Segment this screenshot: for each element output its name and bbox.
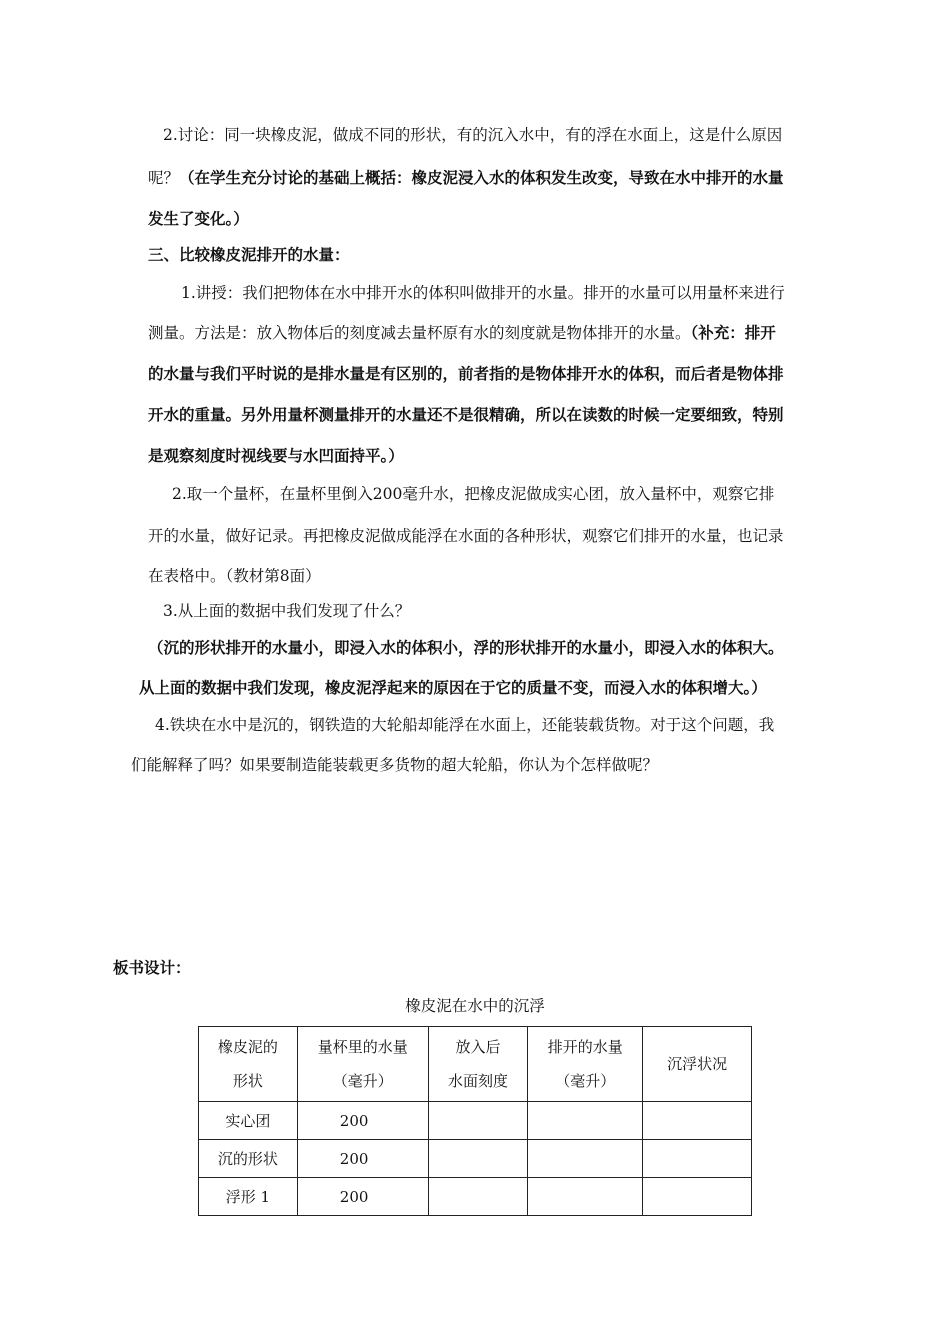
cell-after (428, 1140, 528, 1178)
header-volume-l1: 量杯里的水量 (317, 1038, 408, 1056)
table-header-row (199, 1027, 752, 1102)
section-3-item-2-line-2: 开的水量，做好记录。再把橡皮泥做成能浮在水面的各种形状，观察它们排开的水量，也记录 (148, 527, 784, 545)
cell-shape: 实心团 (199, 1102, 298, 1140)
paragraph-2-line-2-bold: （在学生充分讨论的基础上概括：橡皮泥浸入水的体积发生改变，导致在水中排开的水量 (179, 169, 784, 187)
cell-volume: 200 (297, 1102, 428, 1140)
section-3-item-1-line-2-plain: 测量。方法是：放入物体后的刻度减去量杯原有水的刻度就是物体排开的水量。 (148, 324, 691, 342)
table-row (199, 1178, 752, 1216)
section-3-heading: 三、比较橡皮泥排开的水量： (148, 246, 350, 264)
table-row (199, 1102, 752, 1140)
cell-status (643, 1178, 752, 1216)
cell-shape: 浮形 1 (199, 1178, 298, 1216)
section-3-item-4-line-1: 4.铁块在水中是沉的，钢铁造的大轮船却能浮在水面上，还能装载货物。对于这个问题，我 (155, 716, 775, 734)
section-3-item-4-line-2: 们能解释了吗？如果要制造能装载更多货物的超大轮船，你认为个怎样做呢？ (131, 756, 659, 774)
header-volume-l2: （毫升） (332, 1072, 393, 1090)
header-cell-displaced (528, 1027, 643, 1102)
section-3-item-3-line-2: （沉的形状排开的水量小，即浸入水的体积小，浮的形状排开的水量小，即浸入水的体积大。 (148, 639, 784, 657)
section-3-item-2-line-1: 2.取一个量杯，在量杯里倒入200毫升水，把橡皮泥做成实心团，放入量杯中，观察它排 (172, 485, 775, 503)
cell-displaced (528, 1102, 643, 1140)
paragraph-2-line-2-plain: 呢？ (148, 169, 180, 187)
header-shape-l1: 橡皮泥的 (217, 1038, 278, 1056)
header-cell-shape (199, 1027, 298, 1102)
cell-displaced (528, 1140, 643, 1178)
section-3-item-3-line-1: 3.从上面的数据中我们发现了什么？ (163, 602, 411, 620)
cell-after (428, 1178, 528, 1216)
header-shape-l2: 形状 (232, 1072, 263, 1090)
section-3-item-1-line-2-bold: （补充：排开 (690, 324, 776, 342)
section-3-item-3-line-3: 从上面的数据中我们发现，橡皮泥浮起来的原因在于它的质量不变，而浸入水的体积增大。） (139, 679, 767, 697)
section-3-item-1-line-1: 1.讲授：我们把物体在水中排开水的体积叫做排开的水量。排开的水量可以用量杯来进行 (181, 284, 785, 302)
header-displaced-l1: 排开的水量 (547, 1038, 623, 1056)
paragraph-2-line-1: 2.讨论：同一块橡皮泥，做成不同的形状，有的沉入水中，有的浮在水面上，这是什么原因 (163, 126, 783, 144)
cell-volume: 200 (297, 1178, 428, 1216)
header-cell-volume (297, 1027, 428, 1102)
header-after-l1: 放入后 (455, 1038, 501, 1056)
cell-after (428, 1102, 528, 1140)
header-cell-status (643, 1027, 752, 1102)
section-3-item-2-line-3: 在表格中。（教材第8面） (148, 567, 321, 585)
cell-displaced (528, 1178, 643, 1216)
board-design-label: 板书设计： (113, 959, 191, 977)
section-3-item-1-line-5: 是观察刻度时视线要与水凹面持平。） (148, 447, 404, 465)
header-status-l1: 沉浮状况 (667, 1055, 728, 1073)
cell-volume: 200 (297, 1140, 428, 1178)
header-cell-after (428, 1027, 528, 1102)
section-3-item-1-line-4: 开水的重量。另外用量杯测量排开的水量还不是很精确，所以在读数的时候一定要细致，特别 (148, 406, 784, 424)
board-table (198, 1026, 752, 1216)
cell-status (643, 1102, 752, 1140)
cell-shape: 沉的形状 (199, 1140, 298, 1178)
cell-status (643, 1140, 752, 1178)
table-row (199, 1140, 752, 1178)
table-title: 橡皮泥在水中的沉浮 (405, 997, 545, 1015)
paragraph-2-line-2 (148, 168, 784, 188)
header-after-l2: 水面刻度 (448, 1072, 509, 1090)
section-3-item-1-line-2 (148, 323, 776, 343)
header-displaced-l2: （毫升） (555, 1072, 616, 1090)
section-3-item-1-line-3: 的水量与我们平时说的是排水量是有区别的，前者指的是物体排开水的体积，而后者是物体排 (148, 365, 784, 383)
paragraph-2-line-3: 发生了变化。） (148, 210, 249, 228)
